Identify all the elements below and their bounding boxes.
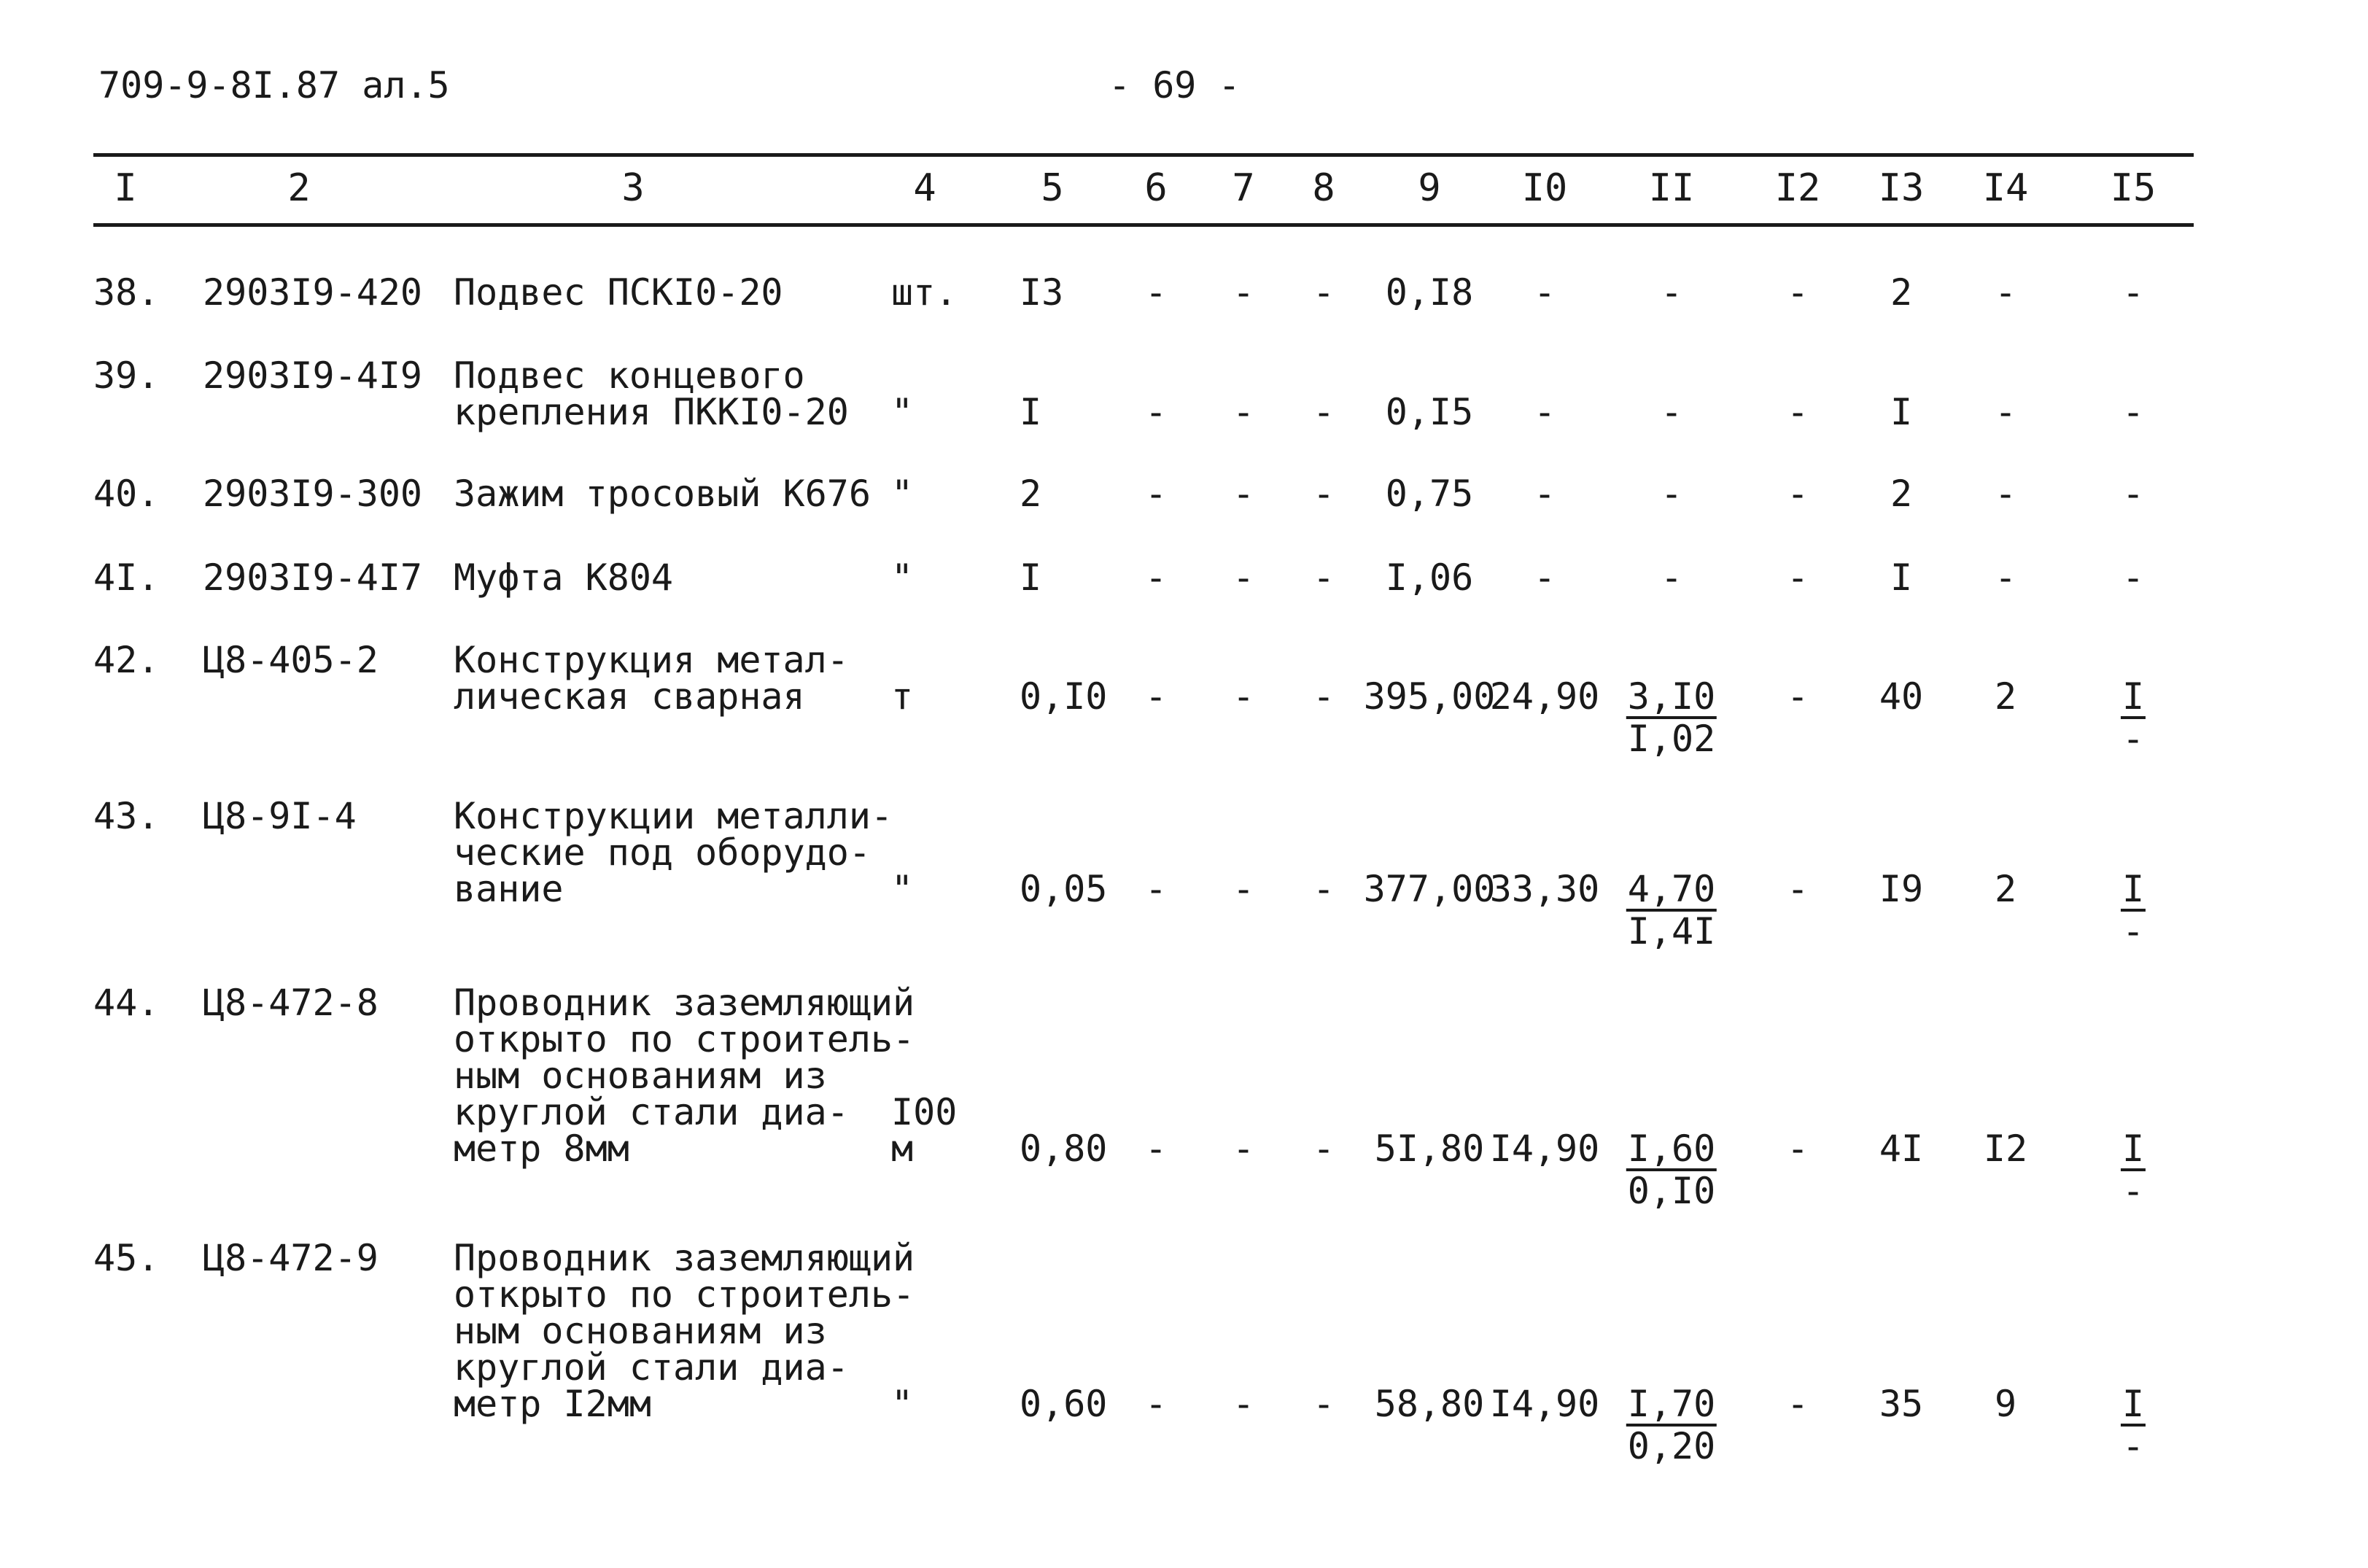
column-header: 7	[1232, 166, 1255, 210]
item-name-line: ческие под оборудо-	[454, 831, 871, 874]
row-number: 4I.	[93, 556, 160, 599]
cell-col-10: -	[1533, 473, 1556, 515]
item-name	[454, 271, 783, 314]
item-code: Ц8-472-9	[203, 1237, 379, 1279]
cell-col-13: I	[1890, 556, 1913, 599]
cell-col-12: -	[1786, 556, 1809, 599]
item-name-line: крепления ПККI0-20	[454, 391, 849, 433]
cell-col-10: -	[1533, 556, 1556, 599]
cell-col-6: -	[1144, 1128, 1168, 1170]
cell-col-10: 33,30	[1489, 868, 1600, 910]
item-name-line: Конструкция метал-	[454, 639, 849, 681]
cell-col-13: 2	[1890, 271, 1913, 314]
unit	[891, 1383, 914, 1425]
cell-col-12: -	[1786, 391, 1809, 433]
cell-col-8: -	[1312, 271, 1335, 314]
cell-col-14: I2	[1983, 1128, 2028, 1170]
cell-col-10: -	[1533, 271, 1556, 314]
cell-col-5: 0,80	[1020, 1128, 1108, 1170]
fraction-denominator: -	[2122, 718, 2145, 760]
cell-col-9: 58,80	[1374, 1383, 1485, 1425]
cell-col-5: I3	[1020, 271, 1064, 314]
unit-line: "	[891, 556, 914, 599]
cell-col-13: 35	[1879, 1383, 1924, 1425]
cell-col-14: -	[1994, 473, 2017, 515]
cell-col-12: -	[1786, 868, 1809, 910]
unit	[891, 675, 914, 718]
cell-col-15-fraction	[2121, 1128, 2146, 1212]
cell-col-11: -	[1660, 271, 1683, 314]
cell-col-14: -	[1994, 556, 2017, 599]
table-top-rule	[93, 153, 2194, 157]
column-header: 3	[621, 166, 645, 210]
fraction-numerator: I	[2122, 1128, 2145, 1170]
item-name-line: метр 8мм	[454, 1128, 629, 1170]
cell-col-14: -	[1994, 271, 2017, 314]
cell-col-12: -	[1786, 675, 1809, 718]
item-code: Ц8-9I-4	[203, 795, 357, 837]
cell-col-13: 2	[1890, 473, 1913, 515]
item-name-line: Подвес ПСКI0-20	[454, 271, 783, 314]
unit-line: т	[891, 675, 914, 718]
fraction-numerator: I,60	[1627, 1128, 1716, 1170]
item-code: 2903I9-4I9	[203, 354, 423, 397]
item-name	[454, 639, 849, 718]
item-name-line: Конструкции металли-	[454, 795, 893, 837]
unit-line: "	[891, 1383, 914, 1425]
item-name-line: круглой стали диа-	[454, 1346, 849, 1389]
fraction-denominator: 0,I0	[1627, 1170, 1716, 1212]
cell-col-12: -	[1786, 1128, 1809, 1170]
item-name-line: Подвес концевого	[454, 354, 805, 397]
unit-line: "	[891, 391, 914, 433]
cell-col-5: I	[1020, 391, 1042, 433]
fraction-numerator: I	[2122, 868, 2145, 910]
item-code: Ц8-405-2	[203, 639, 379, 681]
column-header: 2	[287, 166, 311, 210]
cell-col-12: -	[1786, 473, 1809, 515]
item-name	[454, 556, 674, 599]
cell-col-15: -	[2122, 473, 2145, 515]
unit	[891, 473, 914, 515]
cell-col-6: -	[1144, 556, 1168, 599]
row-number: 44.	[93, 982, 160, 1024]
unit	[891, 391, 914, 433]
cell-col-9: 0,75	[1385, 473, 1474, 515]
cell-col-7: -	[1232, 1383, 1255, 1425]
column-header: I5	[2110, 166, 2157, 210]
cell-col-6: -	[1144, 675, 1168, 718]
row-number: 45.	[93, 1237, 160, 1279]
cell-col-8: -	[1312, 556, 1335, 599]
item-code: Ц8-472-8	[203, 982, 379, 1024]
item-name-line: Муфта К804	[454, 556, 674, 599]
unit	[891, 271, 958, 314]
cell-col-8: -	[1312, 1128, 1335, 1170]
item-name-line: лическая сварная	[454, 675, 805, 718]
cell-col-8: -	[1312, 473, 1335, 515]
fraction-numerator: I	[2122, 1383, 2145, 1425]
cell-col-7: -	[1232, 868, 1255, 910]
cell-col-14: 2	[1994, 675, 2017, 718]
fraction-denominator: I,02	[1627, 718, 1716, 760]
cell-col-10: -	[1533, 391, 1556, 433]
cell-col-7: -	[1232, 675, 1255, 718]
item-name-line: вание	[454, 868, 564, 910]
cell-col-15-fraction	[2121, 868, 2146, 952]
unit	[891, 556, 914, 599]
fraction-denominator: -	[2122, 910, 2145, 952]
row-number: 43.	[93, 795, 160, 837]
column-header: 9	[1418, 166, 1441, 210]
cell-col-7: -	[1232, 1128, 1255, 1170]
item-name-line: открыто по строитель-	[454, 1273, 915, 1316]
cell-col-9: 0,I5	[1385, 391, 1474, 433]
item-name-line: ным основаниям из	[454, 1055, 827, 1097]
row-number: 40.	[93, 473, 160, 515]
column-header: II	[1648, 166, 1695, 210]
cell-col-6: -	[1144, 271, 1168, 314]
column-header: I	[114, 166, 137, 210]
column-header: I4	[1982, 166, 2029, 210]
cell-col-8: -	[1312, 868, 1335, 910]
table-header-rule	[93, 223, 2194, 227]
cell-col-11-fraction	[1626, 1383, 1717, 1467]
column-header: 5	[1041, 166, 1064, 210]
cell-col-12: -	[1786, 1383, 1809, 1425]
document-code: 709-9-8I.87 ал.5	[98, 64, 450, 106]
cell-col-8: -	[1312, 1383, 1335, 1425]
cell-col-9: 377,00	[1363, 868, 1496, 910]
cell-col-11: -	[1660, 556, 1683, 599]
cell-col-11: -	[1660, 391, 1683, 433]
cell-col-9: 395,00	[1363, 675, 1496, 718]
cell-col-15: -	[2122, 391, 2145, 433]
cell-col-15-fraction	[2121, 1383, 2146, 1467]
item-name-line: Проводник заземляющий	[454, 1237, 915, 1279]
item-name	[454, 1237, 915, 1425]
cell-col-11-fraction	[1626, 1128, 1717, 1212]
fraction-numerator: 4,70	[1627, 868, 1716, 910]
cell-col-8: -	[1312, 675, 1335, 718]
item-name-line: Зажим тросовый К676	[454, 473, 871, 515]
unit	[891, 1091, 958, 1170]
item-name	[454, 354, 849, 433]
unit-line: "	[891, 868, 914, 910]
cell-col-6: -	[1144, 868, 1168, 910]
item-code: 2903I9-4I7	[203, 556, 423, 599]
fraction-numerator: I	[2122, 675, 2145, 718]
item-name	[454, 795, 893, 910]
column-header: I3	[1878, 166, 1925, 210]
cell-col-7: -	[1232, 391, 1255, 433]
cell-col-5: 0,60	[1020, 1383, 1108, 1425]
cell-col-10: I4,90	[1489, 1128, 1600, 1170]
cell-col-9: 0,I8	[1385, 271, 1474, 314]
cell-col-6: -	[1144, 473, 1168, 515]
cell-col-6: -	[1144, 391, 1168, 433]
cell-col-11: -	[1660, 473, 1683, 515]
item-name-line: открыто по строитель-	[454, 1018, 915, 1060]
unit-line: "	[891, 473, 914, 515]
item-code: 2903I9-300	[203, 473, 423, 515]
cell-col-9: 5I,80	[1374, 1128, 1485, 1170]
cell-col-5: 2	[1020, 473, 1042, 515]
unit	[891, 868, 914, 910]
row-number: 38.	[93, 271, 160, 314]
cell-col-7: -	[1232, 556, 1255, 599]
cell-col-13: I	[1890, 391, 1913, 433]
fraction-numerator: 3,I0	[1627, 675, 1716, 718]
fraction-denominator: 0,20	[1627, 1425, 1716, 1467]
cell-col-10: I4,90	[1489, 1383, 1600, 1425]
unit-line: м	[891, 1128, 914, 1170]
cell-col-14: 9	[1994, 1383, 2017, 1425]
item-name-line: круглой стали диа-	[454, 1091, 849, 1133]
cell-col-13: 4I	[1879, 1128, 1924, 1170]
item-code: 2903I9-420	[203, 271, 423, 314]
cell-col-12: -	[1786, 271, 1809, 314]
cell-col-6: -	[1144, 1383, 1168, 1425]
item-name	[454, 982, 915, 1170]
fraction-numerator: I,70	[1627, 1383, 1716, 1425]
cell-col-11-fraction	[1626, 868, 1717, 952]
item-name-line: ным основаниям из	[454, 1310, 827, 1352]
cell-col-5: I	[1020, 556, 1042, 599]
cell-col-7: -	[1232, 473, 1255, 515]
cell-col-9: I,06	[1385, 556, 1474, 599]
cell-col-15-fraction	[2121, 675, 2146, 760]
cell-col-15: -	[2122, 556, 2145, 599]
row-number: 42.	[93, 639, 160, 681]
column-header: 8	[1312, 166, 1335, 210]
unit-line: I00	[891, 1091, 958, 1133]
page-number: - 69 -	[1109, 64, 1241, 106]
cell-col-14: 2	[1994, 868, 2017, 910]
column-header: 4	[913, 166, 936, 210]
cell-col-8: -	[1312, 391, 1335, 433]
column-header: I0	[1521, 166, 1568, 210]
unit-line: шт.	[891, 271, 958, 314]
cell-col-14: -	[1994, 391, 2017, 433]
cell-col-7: -	[1232, 271, 1255, 314]
item-name-line: метр I2мм	[454, 1383, 651, 1425]
cell-col-13: 40	[1879, 675, 1924, 718]
cell-col-13: I9	[1879, 868, 1924, 910]
row-number: 39.	[93, 354, 160, 397]
cell-col-15: -	[2122, 271, 2145, 314]
cell-col-10: 24,90	[1489, 675, 1600, 718]
column-header: I2	[1774, 166, 1821, 210]
cell-col-5: 0,05	[1020, 868, 1108, 910]
fraction-denominator: -	[2122, 1425, 2145, 1467]
item-name-line: Проводник заземляющий	[454, 982, 915, 1024]
item-name	[454, 473, 871, 515]
column-header: 6	[1144, 166, 1168, 210]
cell-col-5: 0,I0	[1020, 675, 1108, 718]
fraction-denominator: -	[2122, 1170, 2145, 1212]
fraction-denominator: I,4I	[1627, 910, 1716, 952]
cell-col-11-fraction	[1626, 675, 1717, 760]
